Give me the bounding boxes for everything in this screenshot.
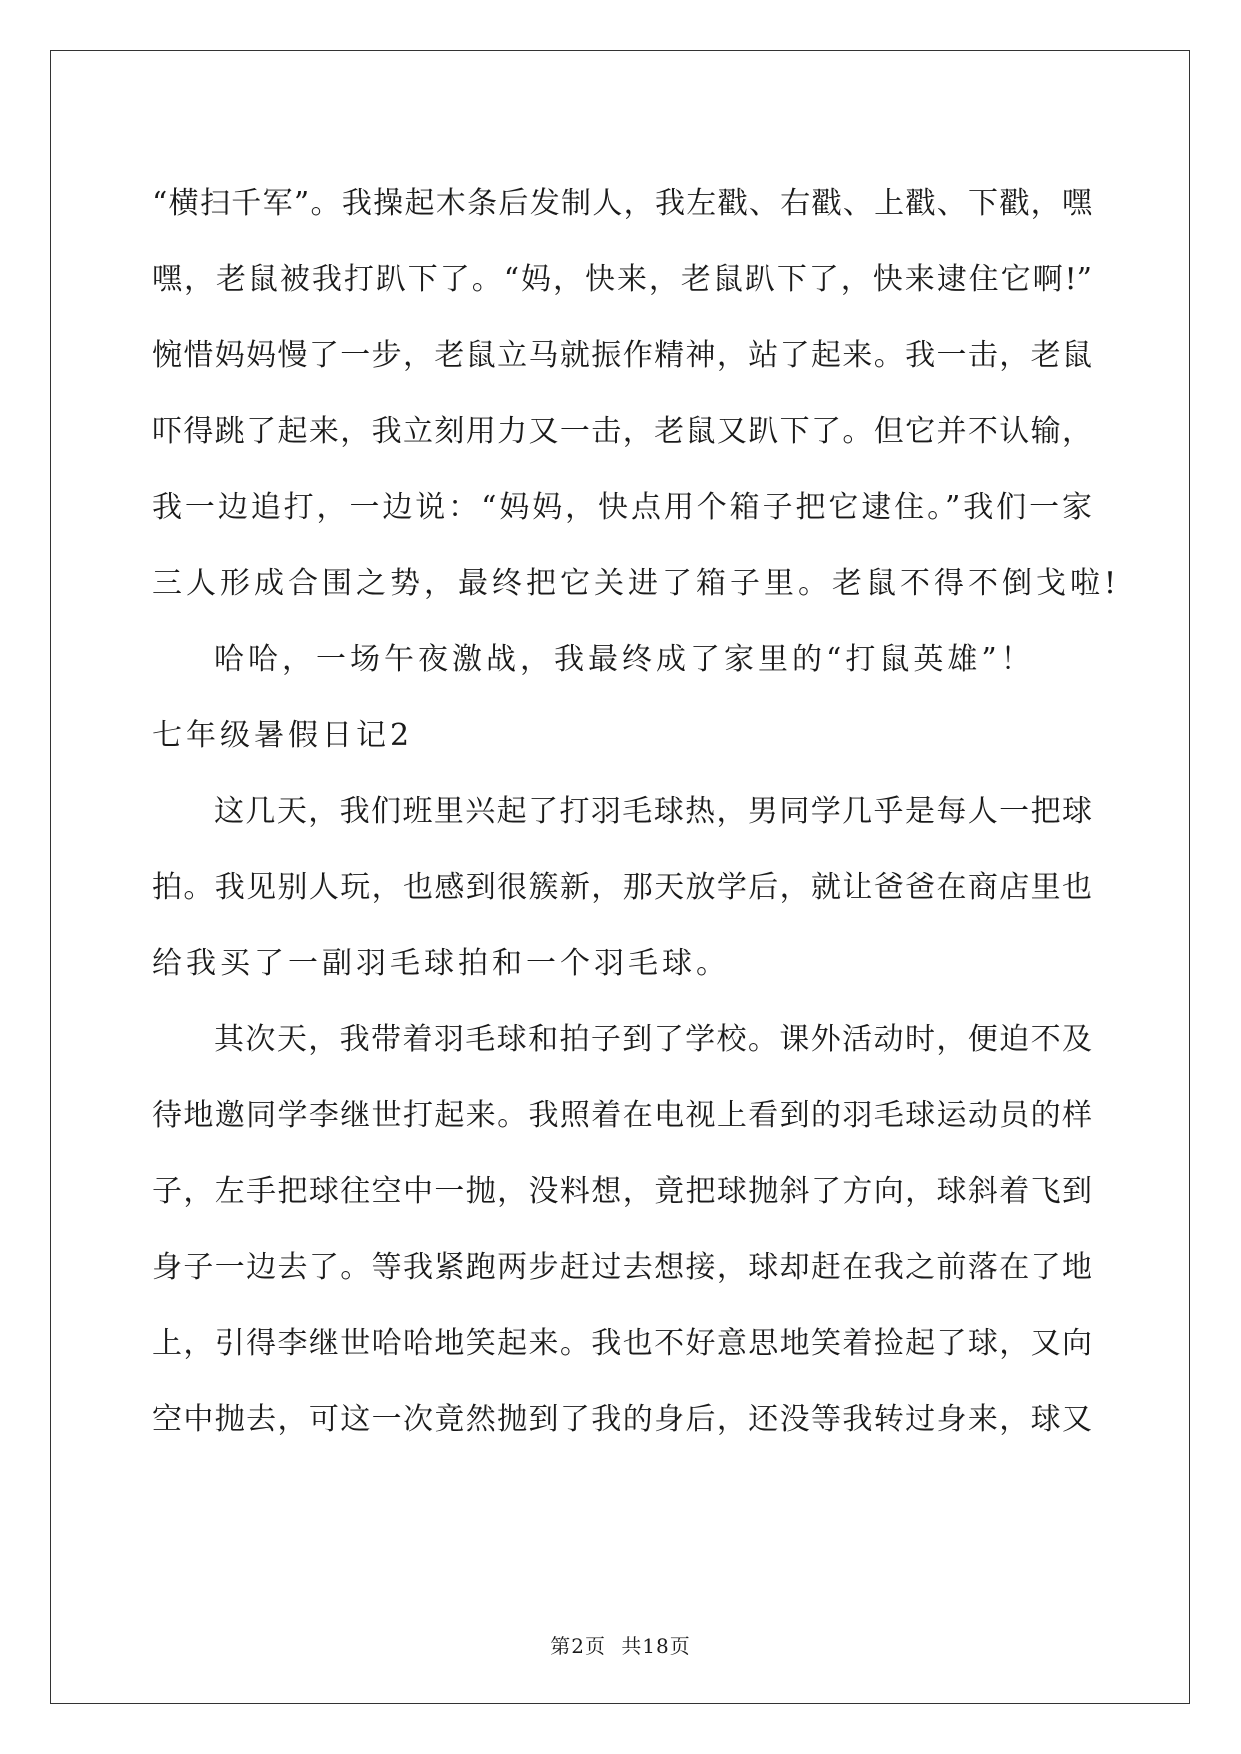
document-body (152, 166, 1121, 1458)
text-line: 这几天，我们班里兴起了打羽毛球热，男同学几乎是每人一把球 (214, 794, 1092, 829)
text-line: 待地邀同学李继世打起来。我照着在电视上看到的羽毛球运动员的样 (152, 1098, 1092, 1133)
text-line: 三人形成合围之势，最终把它关进了箱子里。老鼠不得不倒戈啦! (152, 566, 1121, 601)
text-line: 身子一边去了。等我紧跑两步赶过去想接，球却赶在我之前落在了地 (152, 1250, 1092, 1285)
text-line: 惋惜妈妈慢了一步，老鼠立马就振作精神，站了起来。我一击，老鼠 (152, 338, 1092, 373)
page-footer (0, 1630, 1241, 1659)
page-number: 第2页 (550, 1634, 606, 1658)
text-line: “横扫千军”。我操起木条后发制人，我左戳、右戳、上戳、下戳，嘿 (152, 186, 1092, 221)
text-line: 嘿，老鼠被我打趴下了。“妈，快来，老鼠趴下了，快来逮住它啊!” (152, 262, 1092, 297)
text-line: 其次天，我带着羽毛球和拍子到了学校。课外活动时，便迫不及 (214, 1022, 1092, 1057)
text-line: 子，左手把球往空中一抛，没料想，竟把球抛斜了方向，球斜着飞到 (152, 1174, 1092, 1209)
text-line: 哈哈，一场午夜激战，我最终成了家里的“打鼠英雄”！ (214, 642, 1035, 677)
text-line: 上，引得李继世哈哈地笑起来。我也不好意思地笑着捡起了球，又向 (152, 1326, 1092, 1361)
section-heading: 七年级暑假日记2 (152, 718, 414, 753)
text-line: 吓得跳了起来，我立刻用力又一击，老鼠又趴下了。但它并不认输， (152, 414, 1092, 449)
text-line: 我一边追打，一边说：“妈妈，快点用个箱子把它逮住。”我们一家 (152, 490, 1092, 525)
page-total: 共18页 (621, 1634, 691, 1658)
text-line: 给我买了一副羽毛球拍和一个羽毛球。 (152, 946, 730, 981)
text-line: 拍。我见别人玩，也感到很簇新，那天放学后，就让爸爸在商店里也 (152, 870, 1092, 905)
text-line: 空中抛去，可这一次竟然抛到了我的身后，还没等我转过身来，球又 (152, 1402, 1092, 1437)
